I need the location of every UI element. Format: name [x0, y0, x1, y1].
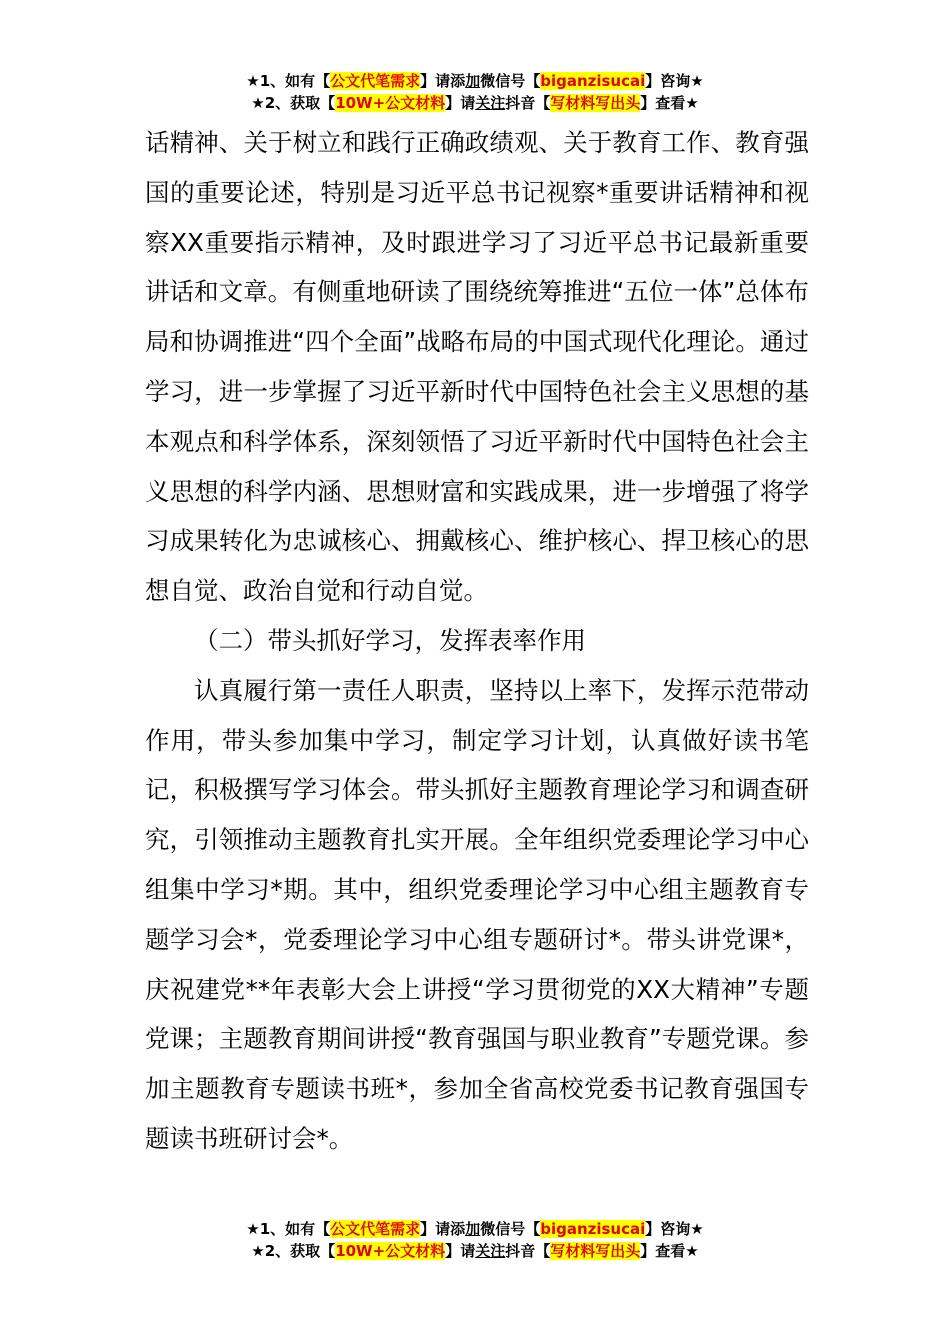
banner-underlined-text: 关注 — [475, 94, 506, 112]
banner-highlight: 公文代笔需求 — [330, 1220, 421, 1238]
banner-underlined-text: 加 — [465, 72, 481, 90]
banner-text: 】请添 — [420, 72, 466, 90]
banner-text: 抖音【 — [505, 1242, 551, 1260]
banner-highlight: 公文代笔需求 — [330, 72, 421, 90]
banner-text: ★2、获取【 — [251, 1242, 336, 1260]
banner-text: ★1、如有【 — [246, 72, 331, 90]
banner-line-1 — [0, 70, 950, 92]
paragraph: 认真履行第一责任人职责，坚持以上率下，发挥示范带动作用，带头参加集中学习，制定学习计划，认真做好读书笔记，积极撰写学习体会。带头抓好主题教育理论学习和调查研究，引领推动主题教育扎实开展。全年组织党委理论学习中心组集中学习*期。其中，组织党委理论学习中心组主题教育专题学习会*，党委理论学习中心组专题研讨*。带头讲党课*，庆祝建党**年表彰大会上讲授“学习贯彻党的XX大精神”专题党课；主题教育期间讲授“教育强国与职业教育”专题党课。参加主题教育专题读书班*，参加全省高校党委书记教育强国专题读书班研讨会*。 — [145, 675, 809, 1153]
footer-banner — [0, 1218, 950, 1262]
banner-text: 】查看★ — [640, 94, 699, 112]
banner-text: 抖音【 — [505, 94, 551, 112]
banner-highlight: 10W+公文材料 — [335, 94, 446, 112]
banner-text: 微信号【 — [480, 72, 541, 90]
paragraph-continuation: 话精神、关于树立和践行正确政绩观、关于教育工作、教育强国的重要论述，特别是习近平总书记视察*重要讲话精神和视察XX重要指示精神，及时跟进学习了习近平总书记最新重要讲话和文章。有侧重地研读了围绕统筹推进“五位一体”总体布局和协调推进“四个全面”战略布局的中国式现代化理论。通过学习，进一步掌握了习近平新时代中国特色社会主义思想的基本观点和科学体系，深刻领悟了习近平新时代中国特色社会主义思想的科学内涵、思想财富和实践成果，进一步增强了将学习成果转化为忠诚核心、拥戴核心、维护核心、捍卫核心的思想自觉、政治自觉和行动自觉。 — [145, 128, 809, 606]
header-banner — [0, 70, 950, 114]
banner-text: 】请 — [445, 94, 476, 112]
banner-line-2 — [0, 1240, 950, 1262]
banner-highlight: 写材料写出头 — [550, 1242, 641, 1260]
banner-highlight: biganzisucai — [540, 1220, 646, 1238]
document-body — [145, 118, 809, 1164]
banner-line-1 — [0, 1218, 950, 1240]
banner-text: 】咨询★ — [645, 72, 704, 90]
banner-text: 】查看★ — [640, 1242, 699, 1260]
section-heading: （二）带头抓好学习，发挥表率作用 — [194, 625, 586, 655]
banner-text: ★2、获取【 — [251, 94, 336, 112]
banner-line-2 — [0, 92, 950, 114]
banner-highlight: 10W+公文材料 — [335, 1242, 446, 1260]
banner-text: 微信号【 — [480, 1220, 541, 1238]
banner-underlined-text: 加 — [465, 1220, 481, 1238]
banner-text: 】咨询★ — [645, 1220, 704, 1238]
banner-text: 】请 — [445, 1242, 476, 1260]
banner-text: ★1、如有【 — [246, 1220, 331, 1238]
banner-underlined-text: 关注 — [475, 1242, 506, 1260]
banner-highlight: biganzisucai — [540, 72, 646, 90]
banner-text: 】请添 — [420, 1220, 466, 1238]
banner-highlight: 写材料写出头 — [550, 94, 641, 112]
